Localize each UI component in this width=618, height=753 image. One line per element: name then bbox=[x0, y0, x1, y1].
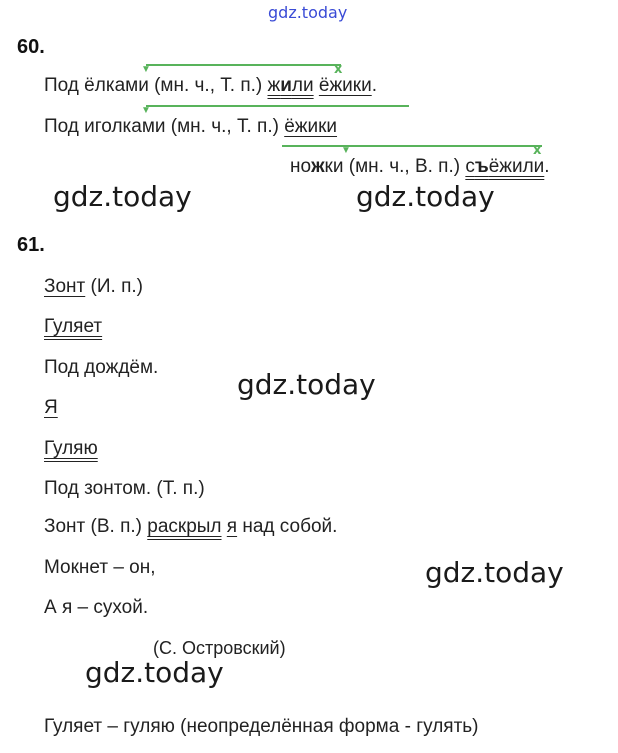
ex61-subject-ya2: я bbox=[226, 516, 238, 537]
watermark: gdz.today bbox=[425, 556, 564, 589]
ex61-line7: Зонт (В. п.) раскрыл я над собой. bbox=[44, 516, 338, 537]
ex61-line9: А я – сухой. bbox=[44, 597, 149, 618]
exercise-number-61: 61. bbox=[17, 234, 45, 256]
ex60-line1: Под ёлками (мн. ч., Т. п.) жили ёжики. bbox=[44, 75, 377, 96]
watermark: gdz.today bbox=[53, 180, 192, 213]
ex60-l2-ending: ами bbox=[131, 116, 166, 137]
exercise-number-60: 60. bbox=[17, 36, 45, 58]
ex60-l1-predicate: жили bbox=[267, 75, 314, 96]
ex61-line1: Зонт (И. п.) bbox=[44, 276, 143, 297]
ex60-l2-note: (мн. ч., Т. п.) bbox=[165, 116, 285, 137]
ending-arrow-line2: ▼ bbox=[141, 105, 151, 116]
ex61-subject-ya: Я bbox=[44, 397, 58, 418]
ex61-line6: Под зонтом. (Т. п.) bbox=[44, 478, 205, 499]
ex61-final-line: Гуляет – гуляю (неопределённая форма - гулять) bbox=[44, 716, 479, 737]
ending-arrow-line3: ▼ bbox=[341, 145, 351, 156]
ex60-l2-pod: Под иголк bbox=[44, 116, 132, 137]
ex61-predicate-gulyayu: Гуляю bbox=[44, 438, 98, 459]
watermark: gdz.today bbox=[356, 180, 495, 213]
ending-bracket-line1 bbox=[146, 64, 341, 66]
ex60-l1-ending: ами bbox=[114, 75, 149, 96]
watermark: gdz.today bbox=[85, 656, 224, 689]
ending-x-mark-line3: x bbox=[533, 143, 542, 158]
ex61-line3: Под дождём. bbox=[44, 357, 159, 378]
ex60-line3: ножки (мн. ч., В. п.) съёжили. bbox=[290, 156, 550, 177]
ending-x-mark-line1: x bbox=[334, 62, 343, 77]
ex61-predicate-gulyaet: Гуляет bbox=[44, 316, 103, 337]
ending-bracket-line3 bbox=[282, 145, 542, 147]
ex60-l1-note: (мн. ч., Т. п.) bbox=[148, 75, 268, 96]
ex60-l1-subject: ёжики bbox=[318, 75, 372, 96]
ex60-l1-pod: Под ёлк bbox=[44, 75, 115, 96]
watermark-top: gdz.today bbox=[268, 3, 348, 22]
ex60-l2-subject: ёжики bbox=[284, 116, 338, 137]
poem-author: (С. Островский) bbox=[153, 638, 286, 658]
ex60-l3-predicate: съёжили bbox=[465, 156, 545, 177]
ex61-subject-zont: Зонт bbox=[44, 276, 86, 297]
ex61-predicate-raskryl: раскрыл bbox=[147, 516, 222, 537]
ending-bracket-line2 bbox=[146, 105, 409, 107]
watermark: gdz.today bbox=[237, 368, 376, 401]
ending-arrow-line1: ▼ bbox=[141, 64, 151, 75]
ex61-line8: Мокнет – он, bbox=[44, 557, 156, 578]
ex60-line2 bbox=[44, 116, 337, 138]
ex60-l3-note: (мн. ч., В. п.) bbox=[343, 156, 466, 177]
